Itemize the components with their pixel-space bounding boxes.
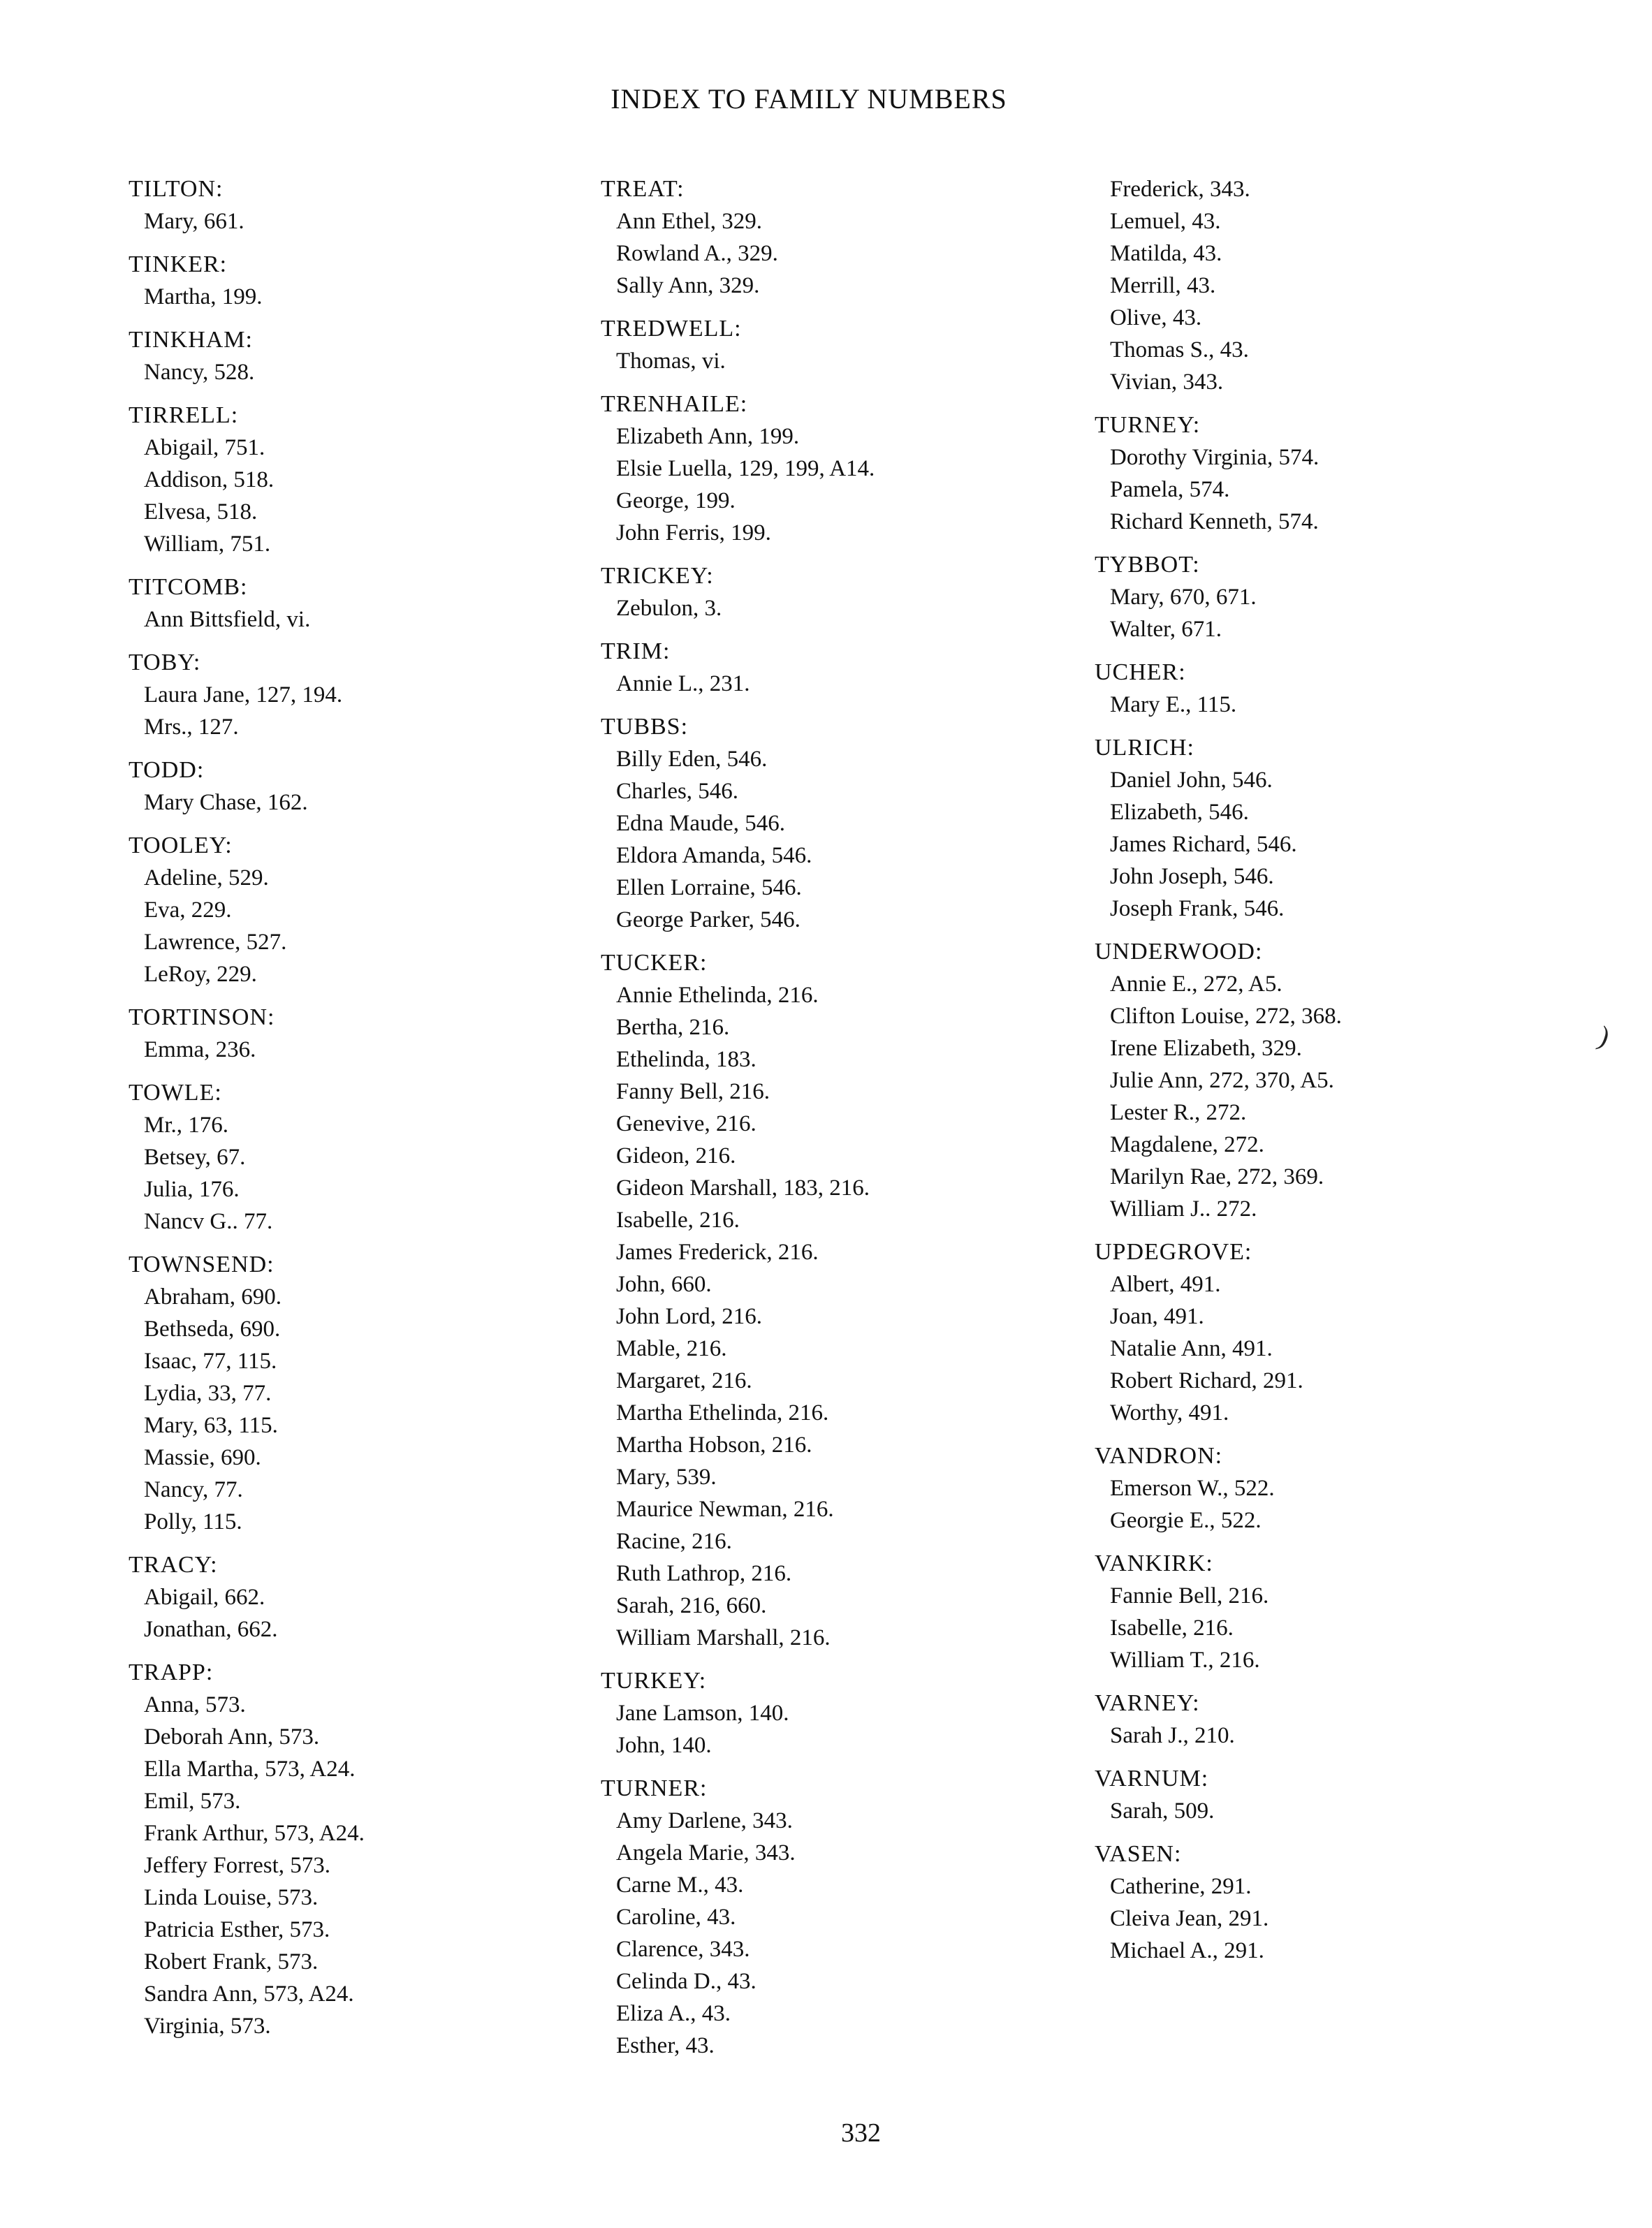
surname-heading: TRACY: [129, 1552, 218, 1578]
index-entry: Sally Ann, 329. [616, 273, 760, 298]
index-entry: Catherine, 291. [1110, 1874, 1252, 1899]
surname-group [1095, 1687, 1542, 1752]
index-entry: Linda Louise, 573. [144, 1885, 319, 1910]
surname-heading: UPDEGROVE: [1095, 1239, 1252, 1265]
index-entry: Irene Elizabeth, 329. [1110, 1036, 1302, 1061]
index-entry: Marilyn Rae, 272, 369. [1110, 1164, 1324, 1189]
index-entry: Joseph Frank, 546. [1110, 896, 1285, 921]
index-entry: Emma, 236. [144, 1037, 256, 1062]
index-entry: Ethelinda, 183. [616, 1047, 756, 1072]
index-entry: Annie E., 272, A5. [1110, 972, 1282, 997]
index-entry: Genevive, 216. [616, 1111, 756, 1136]
surname-group [601, 173, 1048, 302]
surname-heading: TITCOMB: [129, 574, 248, 600]
index-entry: Julie Ann, 272, 370, A5. [1110, 1068, 1334, 1093]
surname-heading: TREAT: [601, 176, 685, 202]
margin-mark: ) [1594, 1020, 1614, 1053]
index-entry: Daniel John, 546. [1110, 768, 1273, 793]
surname-heading: TYBBOT: [1095, 552, 1200, 578]
index-entry: Lemuel, 43. [1110, 209, 1221, 234]
surname-heading: TOOLEY: [129, 833, 233, 858]
index-entry: Ella Martha, 573, A24. [144, 1757, 356, 1782]
index-entry: Lydia, 33, 77. [144, 1381, 272, 1406]
surname-heading: TRENHAILE: [601, 391, 748, 417]
index-column-3 [1095, 173, 1542, 1978]
index-entry: Lawrence, 527. [144, 930, 287, 955]
surname-group [129, 571, 576, 636]
surname-group [601, 1773, 1048, 2062]
index-entry: Carne M., 43. [616, 1872, 744, 1898]
index-entry: Charles, 546. [616, 779, 739, 804]
surname-group [1095, 732, 1542, 925]
surname-group [129, 1077, 576, 1238]
index-entry: Abraham, 690. [144, 1284, 282, 1310]
index-entry: Isabelle, 216. [1110, 1615, 1234, 1641]
surname-group [129, 173, 576, 237]
index-entry: Bethseda, 690. [144, 1317, 281, 1342]
index-entry: Walter, 671. [1110, 617, 1222, 642]
surname-heading: VANKIRK: [1095, 1551, 1213, 1576]
index-entry: Jeffery Forrest, 573. [144, 1853, 330, 1878]
surname-group [1095, 549, 1542, 645]
index-entry: Joan, 491. [1110, 1304, 1204, 1329]
index-column-1 [129, 173, 576, 2053]
index-entry: Clarence, 343. [616, 1937, 750, 1962]
index-entry: Ann Bittsfield, vi. [144, 607, 311, 632]
index-entry: Mary, 63, 115. [144, 1413, 278, 1438]
index-entry: Mr., 176. [144, 1113, 229, 1138]
index-entry: Worthy, 491. [1110, 1400, 1229, 1426]
surname-group [129, 1657, 576, 2042]
index-entry: Nancv G.. 77. [144, 1209, 273, 1234]
index-entry: Ann Ethel, 329. [616, 209, 762, 234]
index-entry: Angela Marie, 343. [616, 1840, 796, 1866]
index-entry: Massie, 690. [144, 1445, 261, 1470]
index-entry: Fannie Bell, 216. [1110, 1583, 1269, 1608]
index-entry: Betsey, 67. [144, 1145, 246, 1170]
index-entry: John Lord, 216. [616, 1304, 762, 1329]
index-entry: Martha Ethelinda, 216. [616, 1400, 829, 1426]
surname-heading: TOWLE: [129, 1080, 222, 1106]
index-entry: Eva, 229. [144, 897, 232, 923]
index-entry: Elvesa, 518. [144, 499, 258, 525]
surname-group [601, 711, 1048, 936]
index-entry: Richard Kenneth, 574. [1110, 509, 1319, 534]
index-entry: John, 660. [616, 1272, 712, 1297]
index-entry: Emil, 573. [144, 1789, 241, 1814]
index-entry: Jane Lamson, 140. [616, 1701, 789, 1726]
index-entry: Martha Hobson, 216. [616, 1432, 812, 1458]
surname-group [1095, 1236, 1542, 1429]
index-entry: Mrs., 127. [144, 714, 239, 740]
index-entry: Emerson W., 522. [1110, 1476, 1275, 1501]
index-entry: Pamela, 574. [1110, 477, 1230, 502]
index-entry: Edna Maude, 546. [616, 811, 785, 836]
index-entry: Gideon, 216. [616, 1143, 736, 1168]
index-entry: Sandra Ann, 573, A24. [144, 1981, 354, 2007]
index-entry: Ruth Lathrop, 216. [616, 1561, 792, 1586]
index-entry: Elizabeth, 546. [1110, 800, 1249, 825]
index-entry: James Frederick, 216. [616, 1240, 819, 1265]
index-entry: Mable, 216. [616, 1336, 727, 1361]
index-entry: Nancy, 77. [144, 1477, 243, 1502]
surname-group [1095, 409, 1542, 538]
surname-group [129, 1249, 576, 1538]
surname-heading: TORTINSON: [129, 1004, 275, 1030]
index-entry: Dorothy Virginia, 574. [1110, 445, 1320, 470]
surname-heading: TURNEY: [1095, 412, 1201, 438]
surname-group [1095, 936, 1542, 1225]
surname-group [129, 830, 576, 990]
index-column-2 [601, 173, 1048, 2073]
surname-heading: VARNUM: [1095, 1766, 1209, 1791]
surname-group [601, 560, 1048, 624]
index-entry: Ellen Lorraine, 546. [616, 875, 802, 900]
index-entry: Michael A., 291. [1110, 1938, 1264, 1963]
surname-group [129, 754, 576, 819]
index-entry: Eldora Amanda, 546. [616, 843, 812, 868]
index-entry: Julia, 176. [144, 1177, 240, 1202]
surname-heading: TUBBS: [601, 714, 689, 740]
surname-group [601, 388, 1048, 549]
index-entry: Nancy, 528. [144, 360, 255, 385]
index-entry: Natalie Ann, 491. [1110, 1336, 1273, 1361]
index-entry: William J.. 272. [1110, 1196, 1257, 1222]
index-entry: Caroline, 43. [616, 1905, 736, 1930]
surname-heading: ULRICH: [1095, 735, 1194, 761]
index-entry: Elsie Luella, 129, 199, A14. [616, 456, 875, 481]
surname-group [1095, 173, 1542, 398]
surname-group [129, 1002, 576, 1066]
index-entry: Margaret, 216. [616, 1368, 752, 1393]
index-entry: Abigail, 751. [144, 435, 265, 460]
index-entry: Laura Jane, 127, 194. [144, 682, 343, 708]
surname-group [129, 1549, 576, 1646]
surname-group [1095, 657, 1542, 721]
surname-group [601, 636, 1048, 700]
index-entry: Deborah Ann, 573. [144, 1724, 320, 1750]
index-entry: Mary Chase, 162. [144, 790, 308, 815]
surname-heading: TRIM: [601, 638, 671, 664]
index-entry: John Ferris, 199. [616, 520, 771, 545]
surname-group [601, 1665, 1048, 1761]
surname-heading: TOBY: [129, 650, 201, 675]
surname-group [1095, 1548, 1542, 1676]
index-entry: George, 199. [616, 488, 736, 513]
index-entry: Sarah, 509. [1110, 1798, 1215, 1824]
index-entry: William T., 216. [1110, 1648, 1260, 1673]
surname-group [1095, 1763, 1542, 1827]
surname-group [129, 400, 576, 560]
index-entry: LeRoy, 229. [144, 962, 257, 987]
index-entry: Abigail, 662. [144, 1585, 265, 1610]
index-entry: Adeline, 529. [144, 865, 269, 891]
index-entry: Jonathan, 662. [144, 1617, 278, 1642]
surname-group [129, 647, 576, 743]
index-entry: William, 751. [144, 532, 271, 557]
surname-group [601, 947, 1048, 1654]
surname-heading: VANDRON: [1095, 1443, 1223, 1469]
index-entry: John Joseph, 546. [1110, 864, 1274, 889]
index-entry: Robert Frank, 573. [144, 1949, 319, 1974]
page-title: INDEX TO FAMILY NUMBERS [611, 83, 1007, 115]
index-entry: Anna, 573. [144, 1692, 246, 1717]
index-entry: Celinda D., 43. [616, 1969, 756, 1994]
surname-heading: TRAPP: [129, 1659, 214, 1685]
index-entry: Annie Ethelinda, 216. [616, 983, 819, 1008]
surname-heading: TILTON: [129, 176, 224, 202]
index-entry: Sarah J., 210. [1110, 1723, 1235, 1748]
index-entry: Sarah, 216, 660. [616, 1593, 767, 1618]
surname-heading: TURKEY: [601, 1668, 707, 1694]
index-entry: Olive, 43. [1110, 305, 1202, 330]
surname-group [129, 324, 576, 388]
surname-heading: VASEN: [1095, 1841, 1182, 1867]
index-entry: Lester R., 272. [1110, 1100, 1247, 1125]
index-entry: Georgie E., 522. [1110, 1508, 1262, 1533]
index-entry: Eliza A., 43. [616, 2001, 731, 2026]
index-entry: Bertha, 216. [616, 1015, 730, 1040]
surname-heading: TOWNSEND: [129, 1252, 275, 1277]
index-entry: Albert, 491. [1110, 1272, 1221, 1297]
index-entry: Thomas S., 43. [1110, 337, 1249, 362]
index-entry: Rowland A., 329. [616, 241, 778, 266]
index-entry: Frank Arthur, 573, A24. [144, 1821, 365, 1846]
surname-heading: UNDERWOOD: [1095, 939, 1263, 965]
index-entry: Maurice Newman, 216. [616, 1497, 834, 1522]
index-entry: Amy Darlene, 343. [616, 1808, 793, 1833]
index-entry: Frederick, 343. [1110, 177, 1250, 202]
index-entry: Merrill, 43. [1110, 273, 1216, 298]
index-entry: Mary, 539. [616, 1465, 717, 1490]
index-entry: Matilda, 43. [1110, 241, 1222, 266]
index-entry: Mary, 661. [144, 209, 244, 234]
index-entry: Cleiva Jean, 291. [1110, 1906, 1269, 1931]
index-entry: Martha, 199. [144, 284, 263, 309]
index-entry: Patricia Esther, 573. [144, 1917, 330, 1942]
surname-heading: TURNER: [601, 1775, 708, 1801]
index-entry: Racine, 216. [616, 1529, 732, 1554]
index-entry: Virginia, 573. [144, 2014, 271, 2039]
index-entry: Vivian, 343. [1110, 369, 1224, 395]
surname-heading: UCHER: [1095, 659, 1186, 685]
index-entry: Annie L., 231. [616, 671, 750, 696]
index-entry: Robert Richard, 291. [1110, 1368, 1303, 1393]
index-entry: Mary E., 115. [1110, 692, 1237, 717]
index-entry: Addison, 518. [144, 467, 275, 492]
surname-group [601, 313, 1048, 377]
page-number: 332 [841, 2118, 881, 2148]
index-entry: Isaac, 77, 115. [144, 1349, 277, 1374]
index-entry: William Marshall, 216. [616, 1625, 831, 1650]
index-entry: Fanny Bell, 216. [616, 1079, 770, 1104]
index-entry: Isabelle, 216. [616, 1208, 740, 1233]
surname-group [1095, 1440, 1542, 1537]
surname-heading: TRICKEY: [601, 563, 714, 589]
index-entry: Gideon Marshall, 183, 216. [616, 1175, 870, 1201]
surname-heading: TINKHAM: [129, 327, 253, 353]
index-entry: Billy Eden, 546. [616, 747, 768, 772]
index-entry: Mary, 670, 671. [1110, 585, 1257, 610]
surname-heading: TODD: [129, 757, 205, 783]
surname-heading: TREDWELL: [601, 316, 742, 342]
surname-group [129, 249, 576, 313]
index-entry: Thomas, vi. [616, 349, 726, 374]
index-entry: Zebulon, 3. [616, 596, 722, 621]
index-entry: Magdalene, 272. [1110, 1132, 1264, 1157]
index-entry: John, 140. [616, 1733, 712, 1758]
index-entry: Clifton Louise, 272, 368. [1110, 1004, 1342, 1029]
surname-heading: TINKER: [129, 251, 228, 277]
index-entry: George Parker, 546. [616, 907, 801, 932]
index-entry: Polly, 115. [144, 1509, 242, 1534]
surname-heading: VARNEY: [1095, 1690, 1200, 1716]
index-entry: Esther, 43. [616, 2033, 715, 2058]
surname-heading: TIRRELL: [129, 402, 239, 428]
index-entry: Elizabeth Ann, 199. [616, 424, 800, 449]
index-entry: James Richard, 546. [1110, 832, 1297, 857]
surname-group [1095, 1838, 1542, 1967]
surname-heading: TUCKER: [601, 950, 708, 976]
